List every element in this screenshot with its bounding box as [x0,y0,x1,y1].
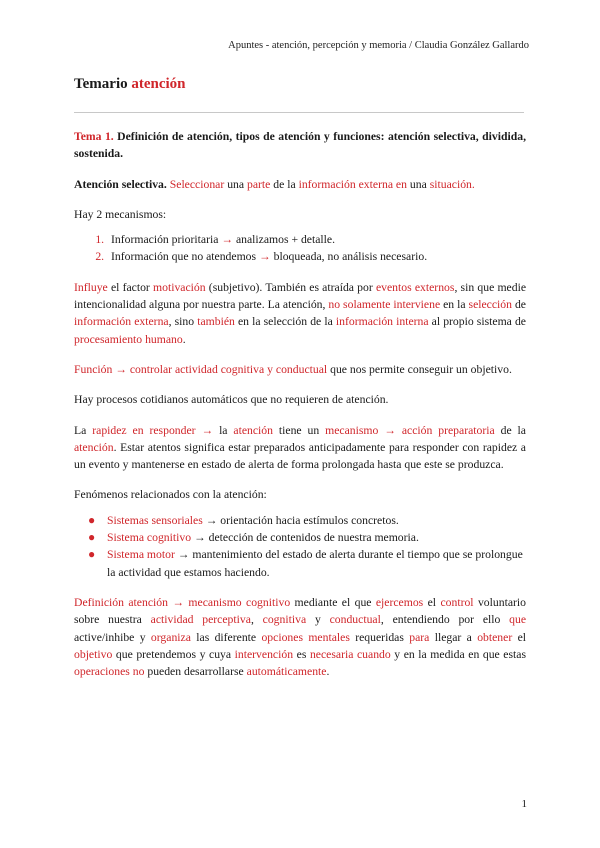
text: . Estar atentos significa estar preparados anticipadamente para responder con rapidez a un evento y mantenerse en estado de alerta de forma prolongada hasta que este se produzca. [74,440,526,472]
text: el factor [107,280,154,294]
text-red: también [197,315,235,329]
tema-heading [74,128,526,163]
arrow-icon: → [259,250,271,264]
text: . [326,665,330,679]
text: que nos permite conseguir un objetivo. [327,362,512,376]
text: en la [440,298,469,312]
text-red: Sistema cognitivo [107,531,194,545]
title-accent: atención [131,76,186,92]
arrow-icon: → [221,233,234,247]
text: , entendiendo por ello [380,613,510,627]
text: analizamos + detalle. [233,233,336,247]
phenomena-list [74,512,526,581]
text-red: organiza [150,630,191,644]
text: llegar a [429,630,478,644]
term-atencion-selectiva: Atención selectiva. [74,177,167,191]
text-red: procesamiento humano [74,332,183,346]
paragraph-rapidez [74,422,526,474]
text-red: información externa [74,315,169,329]
text-red: atención [74,440,114,454]
page-title [74,76,186,93]
text: , [250,613,263,627]
text-red: objetivo [74,647,113,661]
list-item [107,231,526,248]
text: La [74,423,93,437]
page-header: Apuntes - atención, percepción y memoria / Claudia González Gallardo [228,40,529,51]
text-red: no solamente interviene [328,298,441,312]
list-item [107,248,526,265]
text: tiene un [273,423,326,437]
text: el [423,595,441,609]
text-red: actividad perceptiva [150,613,251,627]
text-red: Función → controlar actividad cognitiva y conductual [74,362,328,376]
text: una [224,177,247,191]
text: (subjetivo). También es atraída por [205,280,376,294]
text: requeridas [349,630,410,644]
text: de la [270,177,299,191]
text-red: automáticamente [246,665,327,679]
text: active/inhibe y [74,630,151,644]
text: y [306,613,330,627]
tema-text: Definición de atención, tipos de atención y funciones: atención selectiva, dividida, sostenida. [74,130,526,161]
text: bloqueada, no análisis necesario. [270,250,428,264]
list-item [88,546,526,581]
paragraph-procesos: Hay procesos cotidianos automáticos que no requieren de atención. [74,393,389,407]
text: voluntario sobre nuestra [74,595,526,627]
paragraph-atencion-selectiva [74,176,526,193]
text-red: motivación [153,280,206,294]
text-red: ejercemos [375,595,424,609]
bullet-icon: ● [88,530,96,545]
text-red: Seleccionar [169,177,225,191]
text-red: Definición atención → mecanismo cognitivo [74,595,291,609]
text: → detección de contenidos de nuestra memoria. [194,531,419,545]
text: → orientación hacia estímulos concretos. [205,513,399,527]
text-red: eventos externos [375,280,455,294]
document-body [74,128,526,680]
bullet-icon: ● [88,512,96,527]
text-red: conductual [329,613,381,627]
text: que pretendemos y cuya [112,647,235,661]
text-red: Sistema motor [107,548,178,562]
text: de [512,298,526,312]
text: → mantenimiento del estado de alerta durante el tiempo que se prolongue la actividad que estamos haciendo. [107,548,523,579]
text-red: parte [246,177,271,191]
text-red: Sistemas sensoriales [107,513,206,527]
list-item [88,529,526,546]
text: , sino [168,315,198,329]
text-red: que [509,613,527,627]
text-red: necesaria cuando [309,647,391,661]
paragraph-definicion [74,594,526,680]
text: Información prioritaria [111,233,222,247]
text-red: selección [468,298,512,312]
text: mediante el que [290,595,376,609]
text-red: atención [233,423,273,437]
paragraph-fenomenos: Fenómenos relacionados con la atención: [74,488,267,502]
paragraph-influye [74,279,526,348]
paragraph-funcion [74,361,526,378]
text-red: obtener [477,630,513,644]
text-red: para [409,630,430,644]
text: y en la medida en que estas [390,647,527,661]
text: de la [494,423,526,437]
text-red: información interna [335,315,429,329]
text: Información que no atendemos [111,250,259,264]
text: , sin que medie intencionalidad alguna por nuestra parte. La atención, [74,280,527,312]
text-red: mecanismo → acción preparatoria [325,423,495,437]
paragraph-mecanismos: Hay 2 mecanismos: [74,207,167,221]
page-number: 1 [521,798,527,810]
text: las diferente [190,630,262,644]
text: el [512,630,527,644]
text: . [182,332,186,346]
text: en la selección de la [234,315,336,329]
text-red: opciones mentales [261,630,350,644]
mechanisms-list [74,231,526,266]
text: pueden desarrollarse [144,665,247,679]
text-red: situación. [429,177,475,191]
list-item [88,512,526,529]
tema-label: Tema 1. [74,130,114,143]
text-red: operaciones no [74,665,145,679]
text: al propio sistema de [428,315,526,329]
title-divider [74,112,524,113]
text-red: control [440,595,474,609]
text: una [406,177,430,191]
text-red: Influye [74,280,108,294]
text-red: intervención [234,647,294,661]
title-plain: Temario [74,76,132,92]
text-red: rapidez en responder → [92,423,220,437]
text-red: cognitiva [262,613,307,627]
text-red: información externa en [298,177,407,191]
text: es [293,647,310,661]
text: la [219,423,234,437]
bullet-icon: ● [88,547,96,562]
